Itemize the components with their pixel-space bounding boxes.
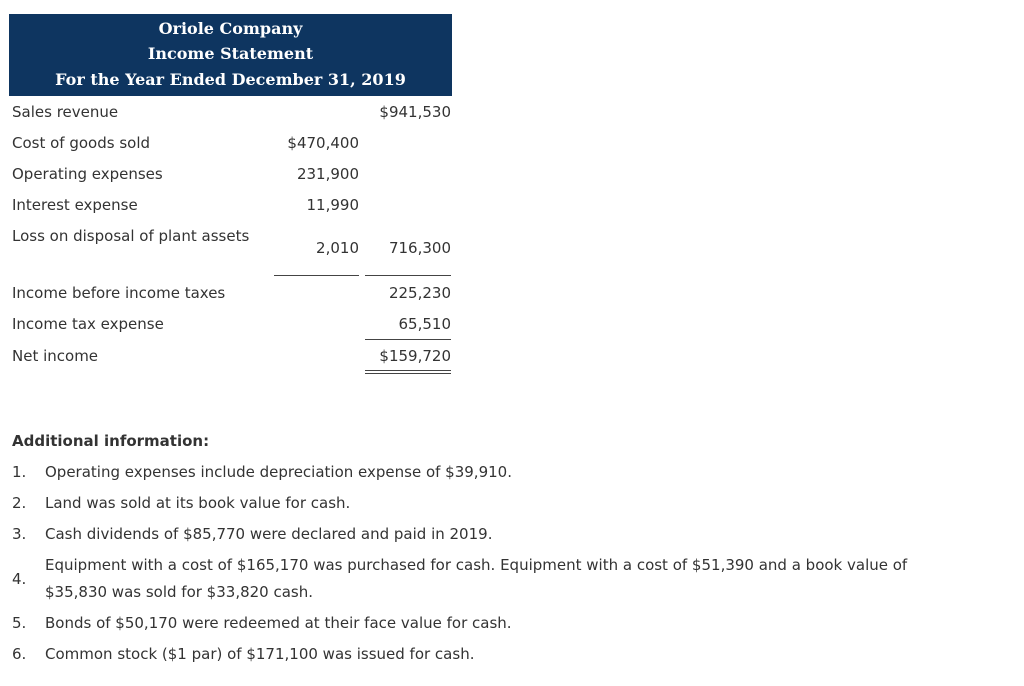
net-income-double-rule (365, 370, 451, 374)
row-label-interest-expense: Interest expense (12, 196, 138, 214)
total-expenses: 716,300 (388, 239, 451, 257)
additional-info-title: Additional information: (12, 432, 210, 450)
item-number: 5. (12, 614, 27, 632)
income-before-tax-total: 225,230 (388, 284, 451, 302)
subtotal-rule-totals (365, 275, 451, 276)
item-number: 4. (12, 570, 27, 588)
list-item: Operating expenses include depreciation expense of $39,910. (45, 463, 512, 481)
company-name: Oriole Company (158, 19, 303, 38)
row-label-income-tax: Income tax expense (12, 315, 164, 333)
item-number: 1. (12, 463, 27, 481)
cogs-amount: $470,400 (287, 134, 359, 152)
row-label-net-income: Net income (12, 347, 99, 365)
statement-header (9, 14, 452, 96)
statement-period: For the Year Ended December 31, 2019 (55, 70, 406, 89)
operating-expenses-amount: 231,900 (296, 165, 359, 183)
sales-revenue-total: $941,530 (379, 103, 451, 121)
list-item: Bonds of $50,170 were redeemed at their face value for cash. (45, 614, 512, 632)
item-number: 6. (12, 645, 27, 663)
list-item: Land was sold at its book value for cash. (45, 494, 351, 512)
row-label-operating-expenses: Operating expenses (12, 165, 163, 183)
income-tax-total: 65,510 (398, 315, 451, 333)
row-label-loss-disposal: Loss on disposal of plant assets (12, 227, 250, 245)
row-label-cogs: Cost of goods sold (12, 134, 151, 152)
interest-expense-amount: 11,990 (306, 196, 359, 214)
list-item-continuation: $35,830 was sold for $33,820 cash. (45, 583, 314, 601)
subtotal-rule-amounts (274, 275, 359, 276)
item-number: 2. (12, 494, 27, 512)
list-item: Cash dividends of $85,770 were declared and paid in 2019. (45, 525, 493, 543)
net-income-total: $159,720 (379, 347, 451, 365)
row-label-income-before-tax: Income before income taxes (12, 284, 226, 302)
tax-rule (365, 339, 451, 340)
row-label-sales-revenue: Sales revenue (12, 103, 119, 121)
list-item: Equipment with a cost of $165,170 was purchased for cash. Equipment with a cost of $51,390 and a book value of (45, 556, 908, 574)
item-number: 3. (12, 525, 27, 543)
loss-disposal-amount: 2,010 (316, 239, 359, 257)
list-item: Common stock ($1 par) of $171,100 was issued for cash. (45, 645, 475, 663)
statement-title: Income Statement (147, 44, 314, 63)
